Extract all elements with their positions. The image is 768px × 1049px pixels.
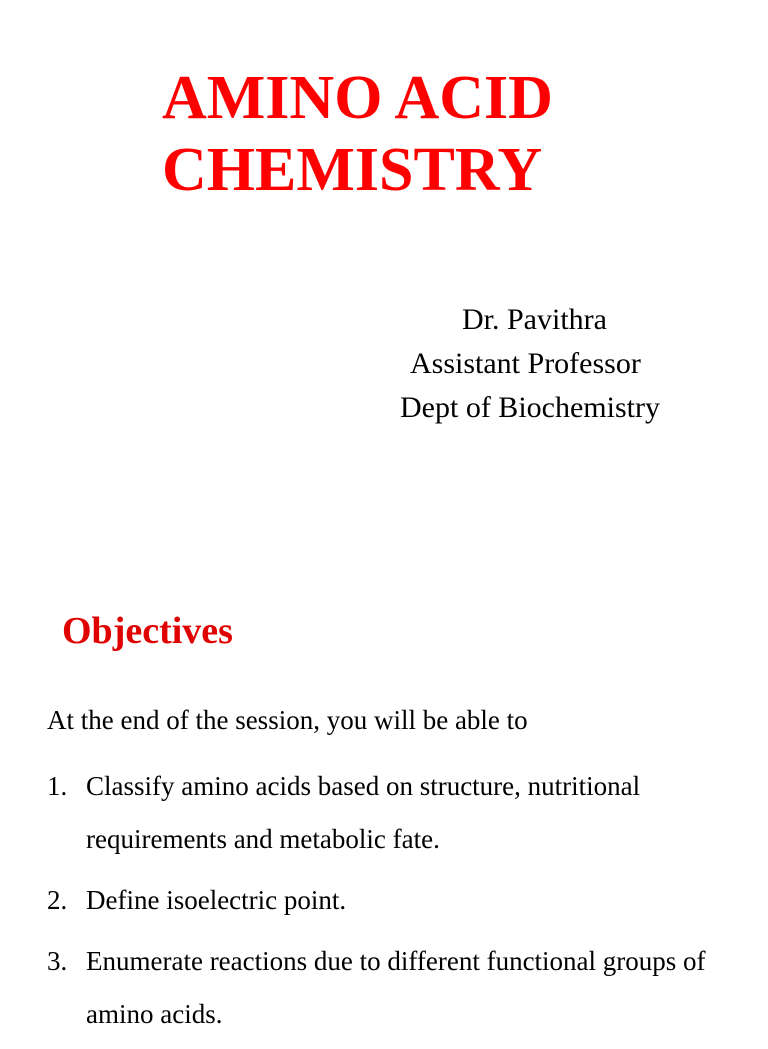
title-line-2: CHEMISTRY [162,136,543,204]
objective-item-3 [47,935,747,1041]
author-block [400,298,700,430]
objective-number: 1. [47,771,68,801]
document-title [162,62,553,206]
objective-text: Define isoelectric point. [86,885,347,915]
objective-text: Enumerate reactions due to different functional groups of amino acids. [86,946,706,1029]
objectives-list [47,760,747,1049]
objective-item-1 [47,760,747,866]
objective-number: 2. [47,885,68,915]
author-name: Dr. Pavithra [462,303,607,336]
title-line-1: AMINO ACID [162,64,553,132]
author-department: Dept of Biochemistry [400,391,660,424]
objective-item-2 [47,874,747,927]
author-role: Assistant Professor [410,347,641,380]
objective-number: 3. [47,946,68,976]
objectives-intro: At the end of the session, you will be able to [47,705,528,735]
objective-text: Classify amino acids based on structure, nutritional requirements and metabolic fate. [86,771,641,854]
objectives-heading: Objectives [62,610,233,652]
